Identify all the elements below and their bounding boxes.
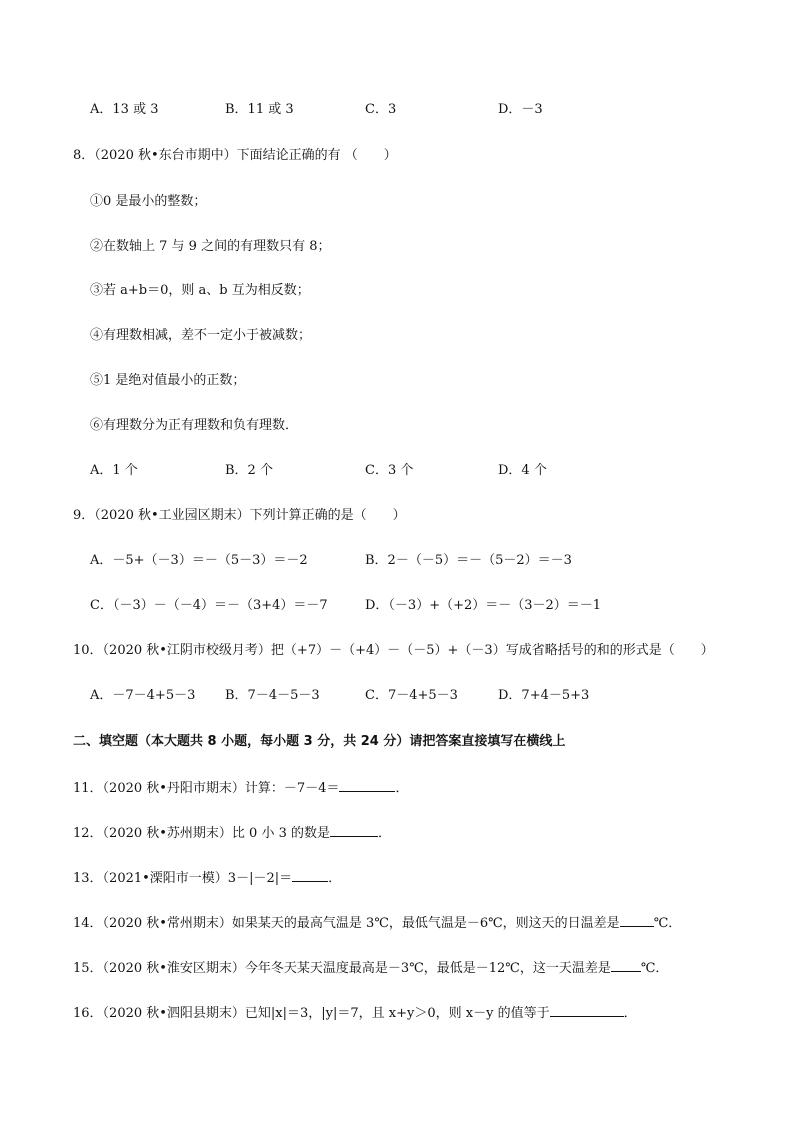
q9-option-d: D．（－3）+（+2）＝－（3－2）＝－1 xyxy=(365,598,602,613)
q12 xyxy=(73,823,391,843)
q8-stem: 8．（2020 秋•东台市期中）下面结论正确的有 （ ） xyxy=(73,148,397,163)
q14 xyxy=(73,913,681,933)
q13-end: ． xyxy=(328,871,342,886)
q12-answer-blank[interactable] xyxy=(330,823,378,837)
q13 xyxy=(73,868,341,888)
q16-answer-blank[interactable] xyxy=(550,1003,624,1017)
q15-end: ℃． xyxy=(640,961,669,976)
q8-item-3: ③若 a+b＝0，则 a、b 互为相反数； xyxy=(90,283,310,298)
q14-text: 14．（2020 秋•常州期末）如果某天的最高气温是 3℃，最低气温是－6℃，则这天的日温差是 xyxy=(73,916,620,931)
section-2-title: 二、填空题（本大题共 8 小题，每小题 3 分，共 24 分）请把答案直接填写在横线上 xyxy=(73,734,566,749)
q11-text: 11．（2020 秋•丹阳市期末）计算：－7－4＝ xyxy=(73,781,340,796)
q8-item-1: ①0 是最小的整数； xyxy=(90,194,207,209)
q15 xyxy=(73,958,668,978)
q15-text: 15．（2020 秋•淮安区期末）今年冬天某天温度最高是－3℃，最低是－12℃，这一天温差是 xyxy=(73,961,611,976)
q9-stem: 9．（2020 秋•工业园区期末）下列计算正确的是（ ） xyxy=(73,508,406,523)
q10-option-b: B．7－4－5－3 xyxy=(225,688,320,703)
q14-end: ℃． xyxy=(653,916,682,931)
q11-answer-blank[interactable] xyxy=(339,778,395,792)
q9-option-b: B．2－（－5）＝－（5－2）＝－3 xyxy=(365,553,572,568)
q9-option-a: A．－5+（－3）＝－（5－3）＝－2 xyxy=(90,553,308,568)
q7-option-b: B．11 或 3 xyxy=(225,102,294,117)
q7-option-c: C．3 xyxy=(365,102,397,117)
q10-option-c: C．7－4+5－3 xyxy=(365,688,458,703)
q16-end: ． xyxy=(623,1006,637,1021)
q8-item-6: ⑥有理数分为正有理数和负有理数． xyxy=(90,418,299,433)
q7-option-a: A．13 或 3 xyxy=(90,102,159,117)
q16 xyxy=(73,1003,637,1023)
q14-answer-blank[interactable] xyxy=(620,913,654,927)
q8-item-4: ④有理数相减，差不一定小于被减数； xyxy=(90,328,312,343)
q10-option-d: D．7+4－5+3 xyxy=(498,688,590,703)
q7-option-d: D．－3 xyxy=(498,102,543,117)
q8-option-a: A．1 个 xyxy=(90,463,138,478)
q8-option-d: D．4 个 xyxy=(498,463,547,478)
q12-text: 12．（2020 秋•苏州期末）比 0 小 3 的数是 xyxy=(73,826,330,841)
q10-option-a: A．－7－4+5－3 xyxy=(90,688,196,703)
q8-option-b: B．2 个 xyxy=(225,463,273,478)
q13-answer-blank[interactable] xyxy=(292,868,328,882)
q11-end: ． xyxy=(395,781,409,796)
q16-text: 16．（2020 秋•泗阳县期末）已知|x|＝3，|y|＝7，且 x+y＞0，则 x－y 的值等于 xyxy=(73,1006,550,1021)
q10-stem: 10．（2020 秋•江阴市校级月考）把（+7）－（+4）－（－5）+（－3）写成省略括号的和的形式是（ ） xyxy=(73,643,714,658)
q15-answer-blank[interactable] xyxy=(611,958,641,972)
q13-text: 13．（2021•溧阳市一模）3－|－2|＝ xyxy=(73,871,293,886)
q8-item-5: ⑤1 是绝对值最小的正数； xyxy=(90,373,246,388)
q11 xyxy=(73,778,408,798)
q8-item-2: ②在数轴上 7 与 9 之间的有理数只有 8； xyxy=(90,239,331,254)
q9-option-c: C．（－3）－（－4）＝－（3+4）＝－7 xyxy=(90,598,328,613)
q12-end: ． xyxy=(378,826,392,841)
q8-option-c: C．3 个 xyxy=(365,463,414,478)
